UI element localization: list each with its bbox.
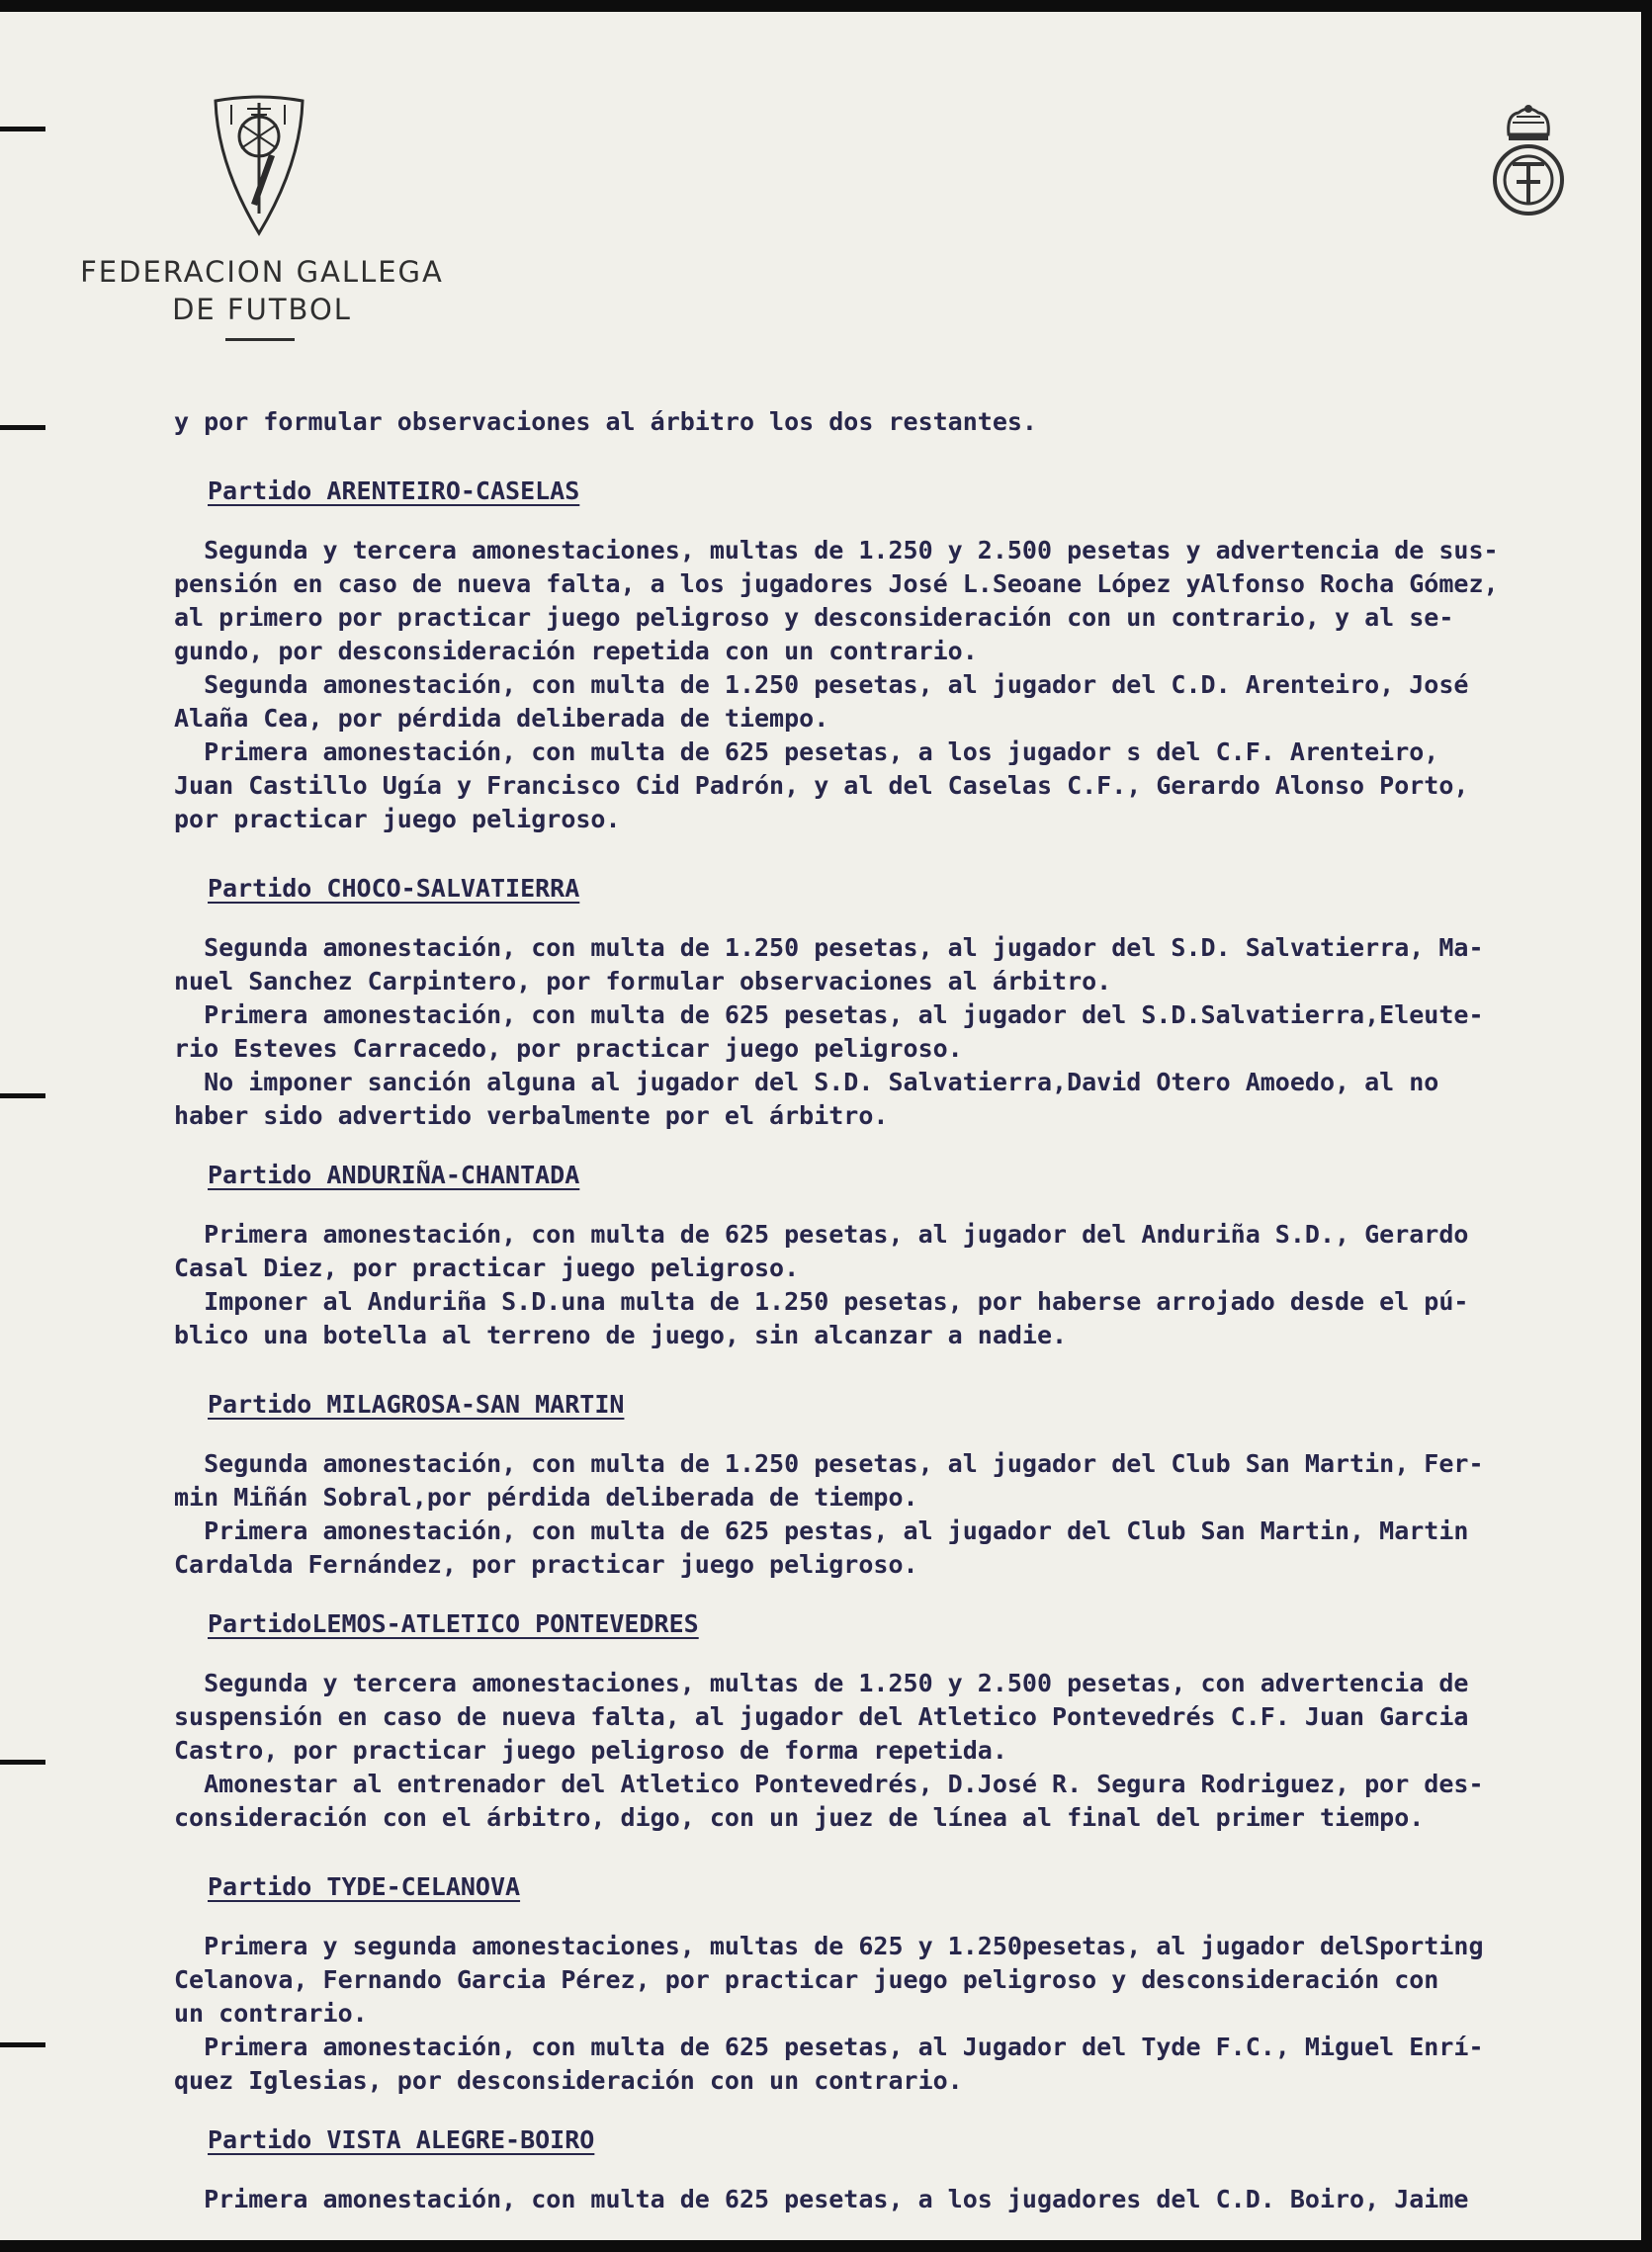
body-line: Casal Diez, por practicar juego peligroso.	[174, 1254, 800, 1282]
body-line: al primero por practicar juego peligroso y desconsideración con un contrario, y al se-	[174, 603, 1454, 632]
body-line: Celanova, Fernando Garcia Pérez, por practicar juego peligroso y desconsideración con	[174, 1965, 1439, 1994]
body-line: blico una botella al terreno de juego, sin alcanzar a nadie.	[174, 1321, 1068, 1349]
body-line: quez Iglesias, por desconsideración con un contrario.	[174, 2066, 963, 2095]
match-section-arenteiro-caselas	[174, 475, 1627, 836]
binding-tab	[0, 1760, 45, 1765]
body-line: nuel Sanchez Carpintero, por formular observaciones al árbitro.	[174, 967, 1112, 996]
organization-name-line-2: DE FUTBOL	[172, 293, 352, 326]
body-line: Juan Castillo Ugía y Francisco Cid Padrón, y al del Caselas C.F., Gerardo Alonso Porto,	[174, 771, 1469, 800]
binding-tab	[0, 127, 45, 131]
body-line: Segunda amonestación, con multa de 1.250 pesetas, al jugador del Club San Martin, Fer-	[174, 1449, 1484, 1478]
body-line: Segunda amonestación, con multa de 1.250 pesetas, al jugador del S.D. Salvatierra, Ma-	[174, 933, 1484, 962]
body-line: pensión en caso de nueva falta, a los jugadores José L.Seoane López yAlfonso Rocha Gómez,	[174, 569, 1499, 598]
section-heading: Partido ANDURIÑA-CHANTADA	[208, 1161, 580, 1189]
section-heading: Partido MILAGROSA-SAN MARTIN	[208, 1390, 625, 1419]
body-line: por practicar juego peligroso.	[174, 805, 621, 833]
body-line: Imponer al Anduriña S.D.una multa de 1.250 pesetas, por haberse arrojado desde el pú-	[174, 1287, 1469, 1316]
organization-name-line-1: FEDERACION GALLEGA	[80, 255, 444, 289]
match-section-milagrosa-san-martin	[174, 1388, 1627, 1582]
body-line: Primera amonestación, con multa de 625 pesetas, a los jugador s del C.F. Arenteiro,	[174, 737, 1439, 766]
body-line: Primera y segunda amonestaciones, multas de 625 y 1.250pesetas, al jugador delSporting	[174, 1932, 1484, 1960]
body-line: Castro, por practicar juego peligroso de forma repetida.	[174, 1736, 1007, 1765]
binding-tab	[0, 1093, 45, 1098]
body-line: Amonestar al entrenador del Atletico Pontevedrés, D.José R. Segura Rodriguez, por des-	[174, 1770, 1484, 1798]
document-body	[174, 405, 1627, 2216]
body-line: un contrario.	[174, 1999, 368, 2028]
body-line: rio Esteves Carracedo, por practicar juego peligroso.	[174, 1034, 963, 1063]
body-line: min Miñán Sobral,por pérdida deliberada de tiempo.	[174, 1483, 918, 1512]
body-line: Primera amonestación, con multa de 625 pesetas, al jugador del Anduriña S.D., Gerardo	[174, 1220, 1469, 1249]
body-line: No imponer sanción alguna al jugador del S.D. Salvatierra,David Otero Amoedo, al no	[174, 1068, 1439, 1096]
binding-tab	[0, 2042, 45, 2047]
body-line: Segunda y tercera amonestaciones, multas de 1.250 y 2.500 pesetas y advertencia de sus-	[174, 536, 1499, 564]
section-heading: Partido CHOCO-SALVATIERRA	[208, 874, 580, 903]
body-line: haber sido advertido verbalmente por el árbitro.	[174, 1101, 889, 1130]
body-line: Primera amonestación, con multa de 625 pesetas, al Jugador del Tyde F.C., Miguel Enrí-	[174, 2033, 1484, 2061]
section-heading: Partido ARENTEIRO-CASELAS	[208, 476, 580, 505]
body-line: Primera amonestación, con multa de 625 pesetas, a los jugadores del C.D. Boiro, Jaime	[174, 2185, 1469, 2213]
document-page	[0, 12, 1641, 2240]
body-line: Segunda amonestación, con multa de 1.250 pesetas, al jugador del C.D. Arenteiro, José	[174, 670, 1469, 699]
match-section-lemos-atletico-pontevedres	[174, 1607, 1627, 1835]
binding-tab	[0, 425, 45, 430]
letterhead-divider	[225, 338, 295, 341]
body-line: Primera amonestación, con multa de 625 pestas, al jugador del Club San Martin, Martin	[174, 1516, 1469, 1545]
section-heading: Partido TYDE-CELANOVA	[208, 1872, 521, 1901]
galician-federation-shield-icon	[212, 95, 306, 239]
section-heading: PartidoLEMOS-ATLETICO PONTEVEDRES	[208, 1609, 699, 1638]
intro-line: y por formular observaciones al árbitro los dos restantes.	[174, 407, 1037, 436]
organization-name	[59, 253, 465, 328]
match-section-choco-salvatierra	[174, 872, 1627, 1133]
body-line: consideración con el árbitro, digo, con un juez de línea al final del primer tiempo.	[174, 1803, 1425, 1832]
match-section-tyde-celanova	[174, 1870, 1627, 2098]
body-line: gundo, por desconsideración repetida con un contrario.	[174, 637, 978, 665]
body-line: suspensión en caso de nueva falta, al jugador del Atletico Pontevedrés C.F. Juan Garcia	[174, 1702, 1469, 1731]
section-heading: Partido VISTA ALEGRE-BOIRO	[208, 2125, 595, 2154]
body-line: Segunda y tercera amonestaciones, multas de 1.250 y 2.500 pesetas, con advertencia de	[174, 1669, 1469, 1697]
spanish-federation-crest-icon	[1487, 103, 1570, 219]
body-line: Primera amonestación, con multa de 625 pesetas, al jugador del S.D.Salvatierra,Eleute-	[174, 1000, 1484, 1029]
match-section-andurina-chantada	[174, 1159, 1627, 1352]
body-line: Alaña Cea, por pérdida deliberada de tiempo.	[174, 704, 829, 733]
body-line: Cardalda Fernández, por practicar juego peligroso.	[174, 1550, 918, 1579]
match-section-vista-alegre-boiro	[174, 2123, 1627, 2216]
